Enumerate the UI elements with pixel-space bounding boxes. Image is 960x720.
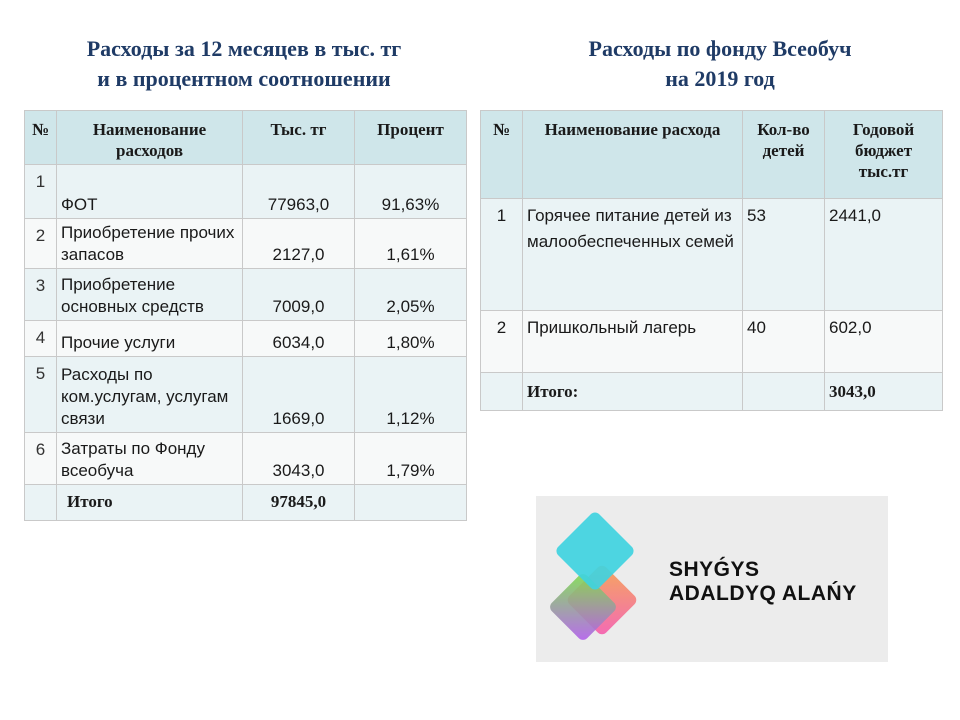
row-budget: 602,0 — [825, 311, 943, 373]
total-children — [743, 373, 825, 411]
total-value: 97845,0 — [243, 485, 355, 521]
table-header-row — [25, 111, 467, 165]
table-row — [25, 321, 467, 357]
row-children: 53 — [743, 199, 825, 311]
row-value: 3043,0 — [243, 433, 355, 485]
logo — [536, 496, 888, 662]
row-num: 6 — [25, 433, 57, 485]
row-budget: 2441,0 — [825, 199, 943, 311]
table-row — [25, 433, 467, 485]
row-name: Горячее питание детей из малообеспеченных семей — [523, 199, 743, 311]
header-num: № — [481, 111, 523, 199]
header-name: Наименование расходов — [57, 111, 243, 165]
expenses-table — [24, 110, 467, 521]
total-num — [25, 485, 57, 521]
row-name: Расходы по ком.услугам, услугам связи — [57, 357, 243, 433]
row-num: 2 — [25, 219, 57, 269]
row-num: 4 — [25, 321, 57, 357]
row-percent: 1,80% — [355, 321, 467, 357]
row-name: Пришкольный лагерь — [523, 311, 743, 373]
total-budget: 3043,0 — [825, 373, 943, 411]
table-total-row — [481, 373, 943, 411]
row-name: Затраты по Фонду всеобуча — [57, 433, 243, 485]
row-name: ФОТ — [57, 165, 243, 219]
row-percent: 2,05% — [355, 269, 467, 321]
row-value: 7009,0 — [243, 269, 355, 321]
row-name: Приобретение основных средств — [57, 269, 243, 321]
total-label: Итого — [57, 485, 243, 521]
left-title — [24, 34, 464, 94]
header-value: Тыс. тг — [243, 111, 355, 165]
row-percent: 1,79% — [355, 433, 467, 485]
logo-mark-icon — [548, 512, 658, 642]
row-value: 6034,0 — [243, 321, 355, 357]
right-title — [480, 34, 960, 94]
table-header-row — [481, 111, 943, 199]
header-num: № — [25, 111, 57, 165]
table-row — [25, 219, 467, 269]
row-num: 2 — [481, 311, 523, 373]
total-percent — [355, 485, 467, 521]
row-num: 5 — [25, 357, 57, 433]
row-percent: 1,61% — [355, 219, 467, 269]
row-num: 3 — [25, 269, 57, 321]
header-budget: Годовой бюджет тыс.тг — [825, 111, 943, 199]
row-name: Приобретение прочих запасов — [57, 219, 243, 269]
table-row — [481, 311, 943, 373]
table-row — [25, 269, 467, 321]
table-row — [481, 199, 943, 311]
right-title-line-2: на 2019 год — [665, 66, 775, 91]
total-label: Итого: — [523, 373, 743, 411]
row-value: 2127,0 — [243, 219, 355, 269]
header-name: Наименование расхода — [523, 111, 743, 199]
vseobuch-table — [480, 110, 943, 411]
row-percent: 91,63% — [355, 165, 467, 219]
total-num — [481, 373, 523, 411]
left-title-line-1: Расходы за 12 месяцев в тыс. тг — [86, 36, 402, 61]
row-num: 1 — [481, 199, 523, 311]
logo-text-line-1: SHYǴYS — [669, 558, 760, 581]
logo-text-line-2: ADALDYQ ALAŃY — [669, 582, 857, 605]
header-percent: Процент — [355, 111, 467, 165]
left-title-line-2: и в процентном соотношении — [97, 66, 391, 91]
header-children: Кол-во детей — [743, 111, 825, 199]
row-num: 1 — [25, 165, 57, 219]
row-percent: 1,12% — [355, 357, 467, 433]
row-value: 77963,0 — [243, 165, 355, 219]
row-value: 1669,0 — [243, 357, 355, 433]
row-children: 40 — [743, 311, 825, 373]
table-total-row — [25, 485, 467, 521]
table-row — [25, 357, 467, 433]
row-name: Прочие услуги — [57, 321, 243, 357]
right-title-line-1: Расходы по фонду Всеобуч — [588, 36, 852, 61]
table-row — [25, 165, 467, 219]
